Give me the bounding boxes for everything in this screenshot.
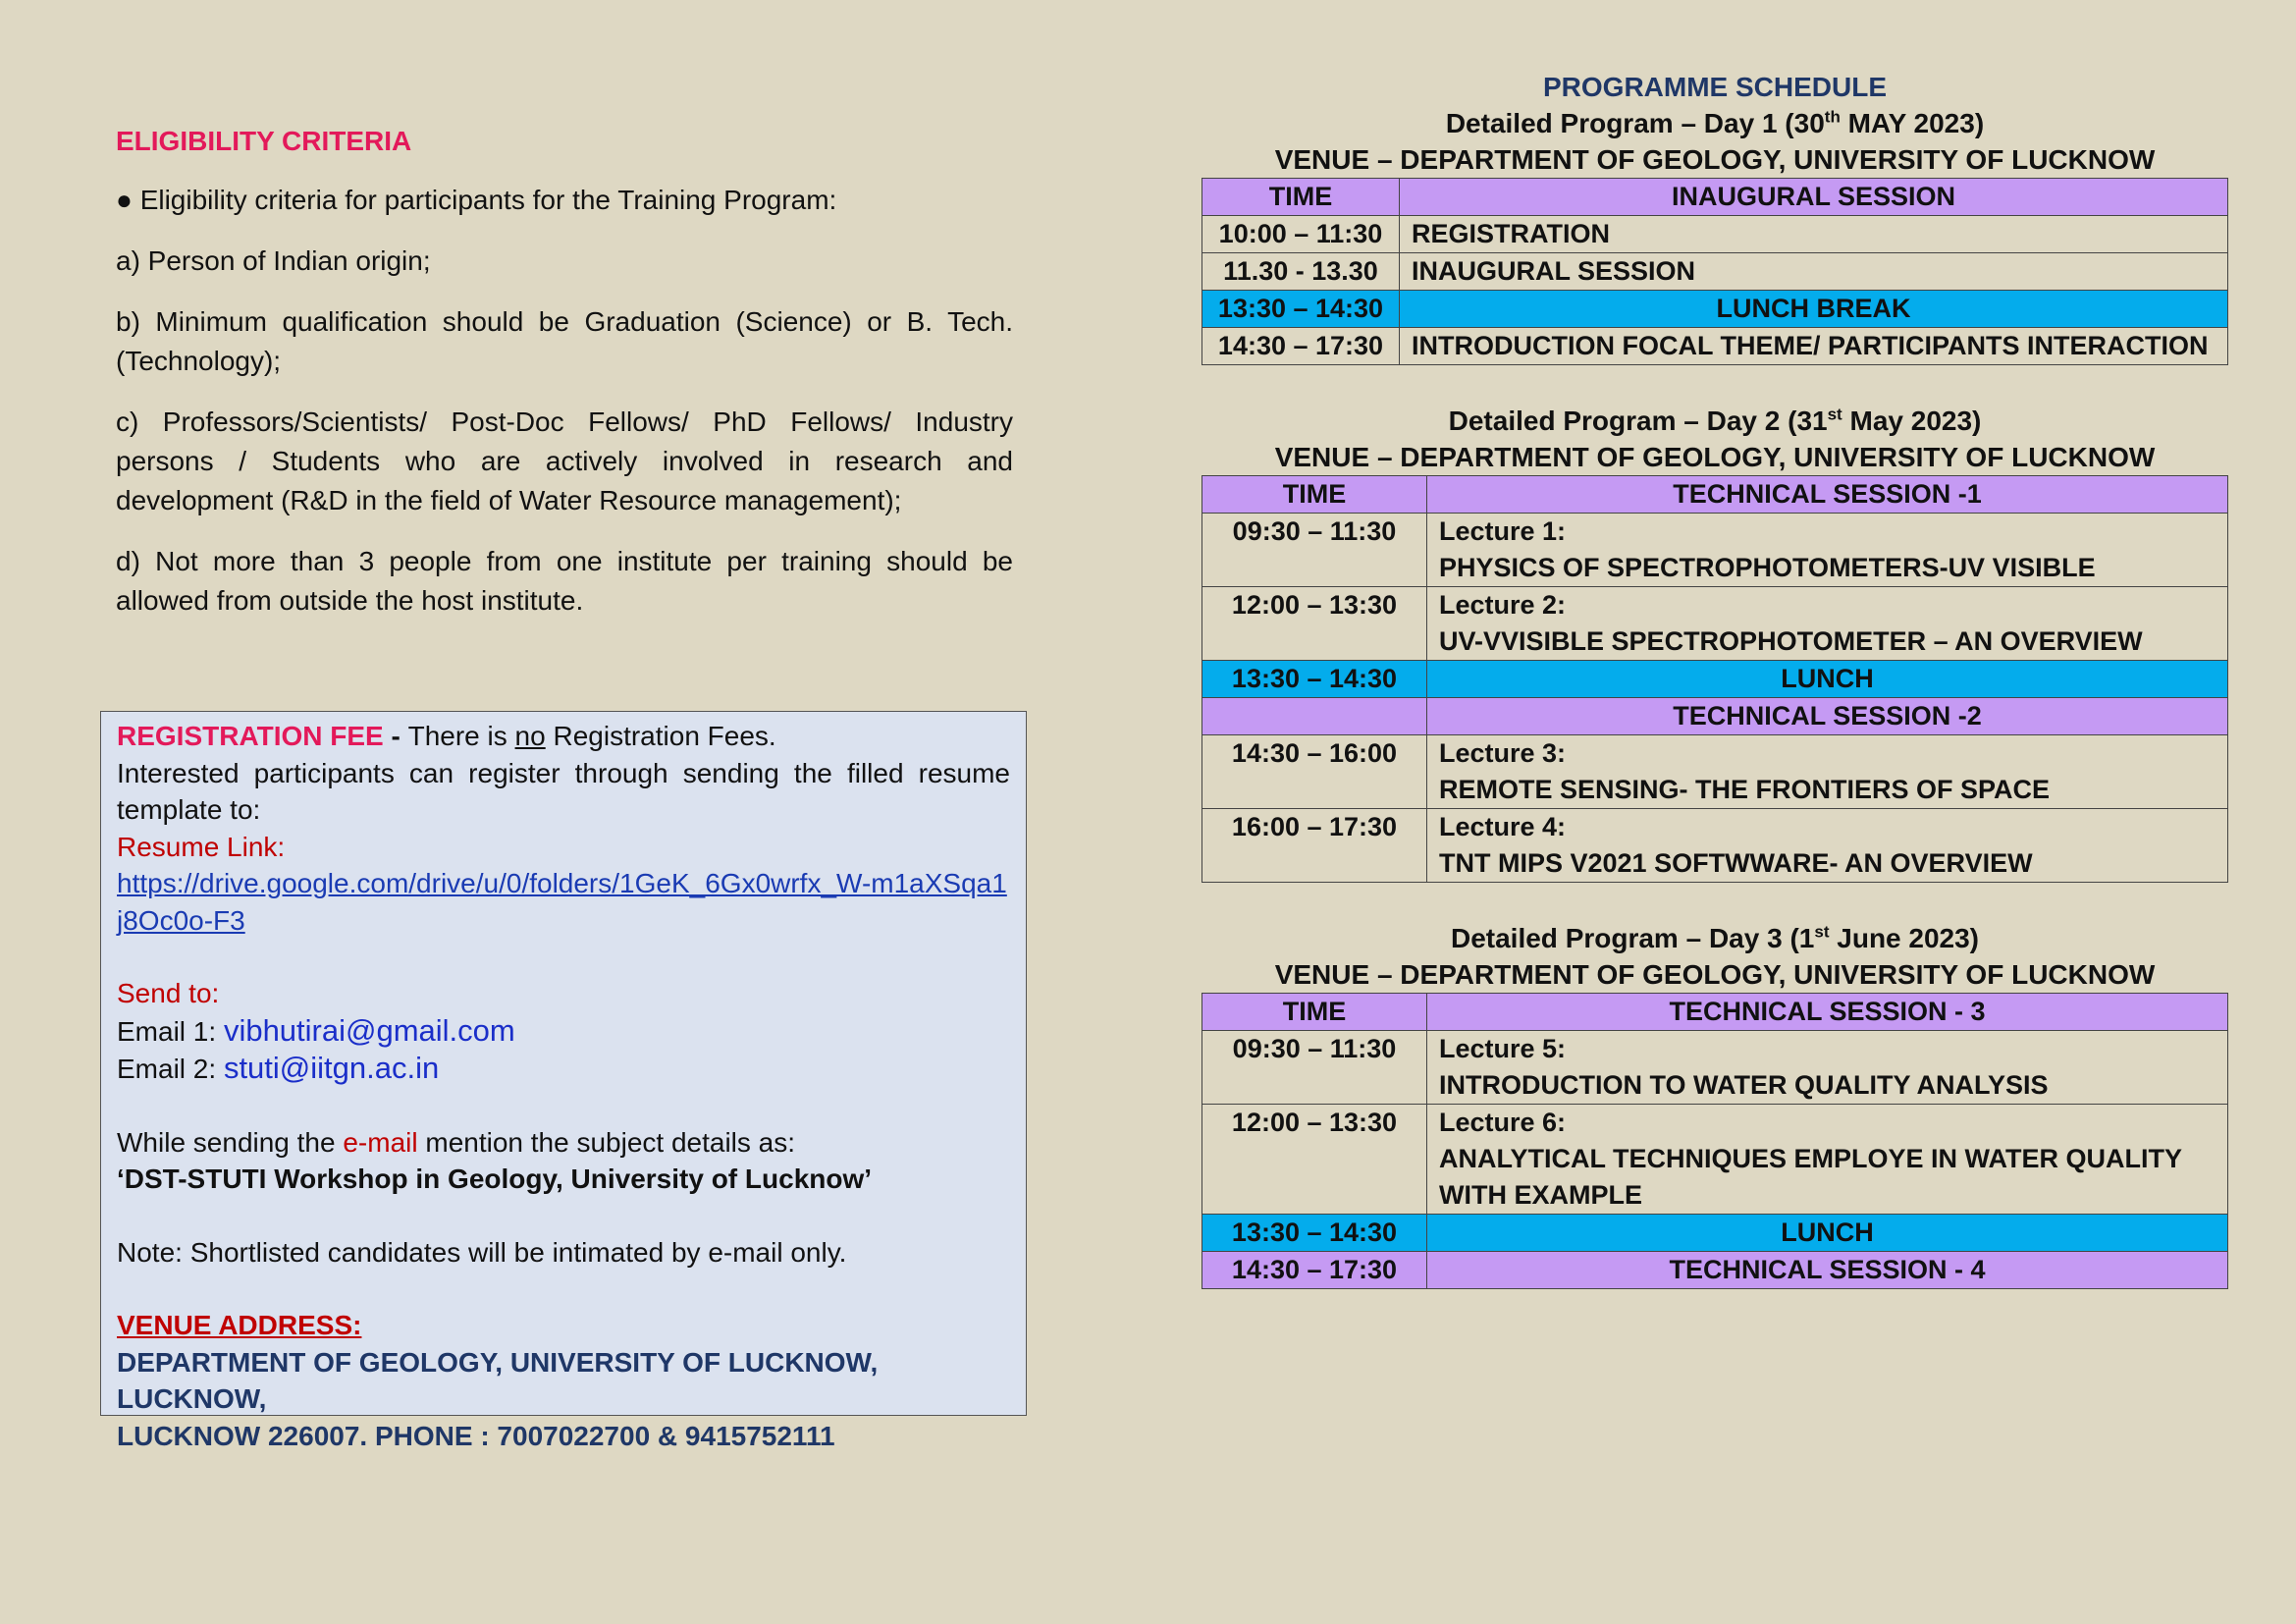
subject-instruction (117, 1124, 1010, 1162)
registration-instructions: Interested participants can register through sending the filled resume template to: (117, 757, 1010, 825)
session-header-row (1202, 1252, 2228, 1289)
eligibility-item-a: a) Person of Indian origin; (116, 245, 431, 276)
lecture-number: Lecture 5: (1439, 1034, 1567, 1063)
lecture-title: ANALYTICAL TECHNIQUES EMPLOYE IN WATER QUALITY (1439, 1144, 2183, 1173)
row-time: 14:30 – 17:30 (1202, 1252, 1427, 1289)
day2-heading (1201, 403, 2228, 439)
lunch-row (1202, 1215, 2228, 1252)
resume-link[interactable]: https://drive.google.com/drive/u/0/folders/1GeK_6Gx0wrfx_W-m1aXSqa1j8Oc0o-F3 (117, 868, 1007, 936)
day2-heading-post: May 2023) (1842, 406, 1982, 436)
table-row (1202, 514, 2228, 587)
day3-table (1201, 993, 2228, 1289)
registration-box (100, 711, 1027, 1451)
eligibility-intro: ● Eligibility criteria for participants for the Training Program: (116, 185, 837, 215)
subject-line: ‘DST-STUTI Workshop in Geology, University of Lucknow’ (117, 1164, 873, 1194)
lunch-row (1202, 661, 2228, 698)
spacer (117, 1088, 1010, 1124)
registration-fee-text-pre: There is (407, 721, 515, 751)
subject-instruction-pre: While sending the (117, 1126, 344, 1158)
row-time: 13:30 – 14:30 (1202, 291, 1400, 328)
row-lecture (1427, 735, 2228, 809)
header-session: TECHNICAL SESSION - 4 (1427, 1252, 2228, 1289)
registration-fee-text-post: Registration Fees. (545, 721, 776, 751)
header-time: TIME (1202, 179, 1400, 216)
day2-heading-sup: st (1827, 405, 1842, 424)
registration-fee-dash: - (383, 721, 408, 751)
row-text: INTRODUCTION FOCAL THEME/ PARTICIPANTS INTERACTION (1400, 328, 2228, 365)
day1-heading-pre: Detailed Program – Day 1 (30 (1445, 108, 1825, 138)
table-row (1202, 1105, 2228, 1215)
lecture-number: Lecture 3: (1439, 738, 1567, 768)
row-time: 13:30 – 14:30 (1202, 1215, 1427, 1252)
row-text: REGISTRATION (1400, 216, 2228, 253)
programme-schedule (1201, 69, 2228, 1289)
lecture-title: UV-VVISIBLE SPECTROPHOTOMETER – AN OVERVIEW (1439, 626, 2143, 656)
day3-heading (1201, 920, 2228, 956)
registration-fee-label: REGISTRATION FEE (117, 721, 384, 751)
table-row (1202, 735, 2228, 809)
lecture-number: Lecture 1: (1439, 516, 1567, 546)
row-lecture (1427, 1031, 2228, 1105)
lecture-number: Lecture 4: (1439, 812, 1567, 841)
spacer (117, 939, 1010, 975)
header-session: TECHNICAL SESSION -2 (1427, 698, 2228, 735)
table-row (1202, 809, 2228, 883)
spacer (1201, 365, 2228, 403)
shortlist-note: Note: Shortlisted candidates will be intimated by e-mail only. (117, 1236, 847, 1268)
row-time-empty (1202, 698, 1427, 735)
row-time: 12:00 – 13:30 (1202, 587, 1427, 661)
header-session: TECHNICAL SESSION - 3 (1427, 994, 2228, 1031)
header-time: TIME (1202, 994, 1427, 1031)
spacer (1201, 883, 2228, 920)
schedule-title: PROGRAMME SCHEDULE (1542, 72, 1887, 102)
lecture-title: TNT MIPS V2021 SOFTWWARE- AN OVERVIEW (1439, 848, 2033, 878)
row-lecture (1427, 809, 2228, 883)
table-row (1202, 216, 2228, 253)
day3-heading-post: June 2023) (1829, 923, 1980, 953)
email-1-link[interactable]: vibhutirai@gmail.com (223, 1012, 515, 1048)
day2-table (1201, 475, 2228, 883)
row-text: LUNCH (1427, 1215, 2228, 1252)
header-session: TECHNICAL SESSION -1 (1427, 476, 2228, 514)
lecture-number: Lecture 2: (1439, 590, 1567, 620)
eligibility-title: ELIGIBILITY CRITERIA (116, 126, 412, 156)
row-text: LUNCH BREAK (1400, 291, 2228, 328)
day1-table (1201, 178, 2228, 365)
row-time: 10:00 – 11:30 (1202, 216, 1400, 253)
spacer (117, 1271, 1010, 1307)
row-time: 11.30 - 13.30 (1202, 253, 1400, 291)
lecture-title: INTRODUCTION TO WATER QUALITY ANALYSIS (1439, 1070, 2049, 1100)
day1-heading (1201, 105, 2228, 141)
venue-address-line-1: DEPARTMENT OF GEOLOGY, UNIVERSITY OF LUCKNOW, LUCKNOW, (117, 1346, 879, 1414)
row-lecture (1427, 1105, 2228, 1215)
day3-venue: VENUE – DEPARTMENT OF GEOLOGY, UNIVERSITY OF LUCKNOW (1274, 959, 2156, 990)
email-2-line (117, 1050, 1010, 1088)
day1-heading-post: MAY 2023) (1840, 108, 1985, 138)
lecture-title: REMOTE SENSING- THE FRONTIERS OF SPACE (1439, 775, 2051, 804)
day3-heading-sup: st (1814, 922, 1830, 942)
table-row (1202, 587, 2228, 661)
eligibility-item-d: d) Not more than 3 people from one institute per training should be allowed from outside the host institute. (116, 546, 1013, 616)
email-1-label: Email 1: (117, 1015, 224, 1047)
subject-email-word: e-mail (343, 1126, 418, 1158)
table-header-row (1202, 179, 2228, 216)
row-text: INAUGURAL SESSION (1400, 253, 2228, 291)
header-time: TIME (1202, 476, 1427, 514)
row-time: 09:30 – 11:30 (1202, 1031, 1427, 1105)
table-row (1202, 328, 2228, 365)
row-lecture (1427, 514, 2228, 587)
venue-address-line-2: LUCKNOW 226007. PHONE : 7007022700 & 9415752111 (117, 1420, 835, 1451)
venue-address-label: VENUE ADDRESS: (117, 1310, 362, 1340)
table-row (1202, 253, 2228, 291)
send-to-label: Send to: (117, 978, 220, 1008)
lunch-row (1202, 291, 2228, 328)
header-session: INAUGURAL SESSION (1400, 179, 2228, 216)
row-lecture (1427, 587, 2228, 661)
email-2-label: Email 2: (117, 1054, 224, 1084)
day1-venue: VENUE – DEPARTMENT OF GEOLOGY, UNIVERSITY OF LUCKNOW (1274, 144, 2156, 175)
eligibility-item-c: c) Professors/Scientists/ Post-Doc Fellows/ PhD Fellows/ Industry persons / Students who are actively involved in research and development (R&D in the field of Water Resource management); (116, 406, 1013, 515)
row-time: 16:00 – 17:30 (1202, 809, 1427, 883)
row-text: LUNCH (1427, 661, 2228, 698)
session-header-row (1202, 698, 2228, 735)
registration-fee-line (117, 718, 1010, 755)
row-time: 12:00 – 13:30 (1202, 1105, 1427, 1215)
registration-fee-no: no (514, 721, 546, 751)
subject-instruction-post: mention the subject details as: (417, 1126, 796, 1158)
lecture-title: PHYSICS OF SPECTROPHOTOMETERS-UV VISIBLE (1439, 553, 2096, 582)
day2-heading-pre: Detailed Program – Day 2 (31 (1448, 406, 1828, 436)
row-time: 14:30 – 16:00 (1202, 735, 1427, 809)
row-time: 09:30 – 11:30 (1202, 514, 1427, 587)
email-1-line (117, 1012, 1010, 1051)
row-time: 13:30 – 14:30 (1202, 661, 1427, 698)
lecture-number: Lecture 6: (1439, 1108, 1567, 1137)
day3-heading-pre: Detailed Program – Day 3 (1 (1450, 923, 1815, 953)
resume-link-label: Resume Link: (117, 831, 286, 862)
eligibility-section (116, 122, 1013, 642)
row-time: 14:30 – 17:30 (1202, 328, 1400, 365)
table-header-row (1202, 476, 2228, 514)
lecture-title-cont: WITH EXAMPLE (1439, 1180, 1642, 1210)
spacer (117, 1198, 1010, 1234)
email-2-link[interactable]: stuti@iitgn.ac.in (223, 1051, 440, 1085)
eligibility-item-b: b) Minimum qualification should be Graduation (Science) or B. Tech. (Technology); (116, 306, 1013, 376)
table-header-row (1202, 994, 2228, 1031)
day2-venue: VENUE – DEPARTMENT OF GEOLOGY, UNIVERSITY OF LUCKNOW (1274, 442, 2156, 472)
table-row (1202, 1031, 2228, 1105)
day1-heading-sup: th (1824, 107, 1841, 127)
